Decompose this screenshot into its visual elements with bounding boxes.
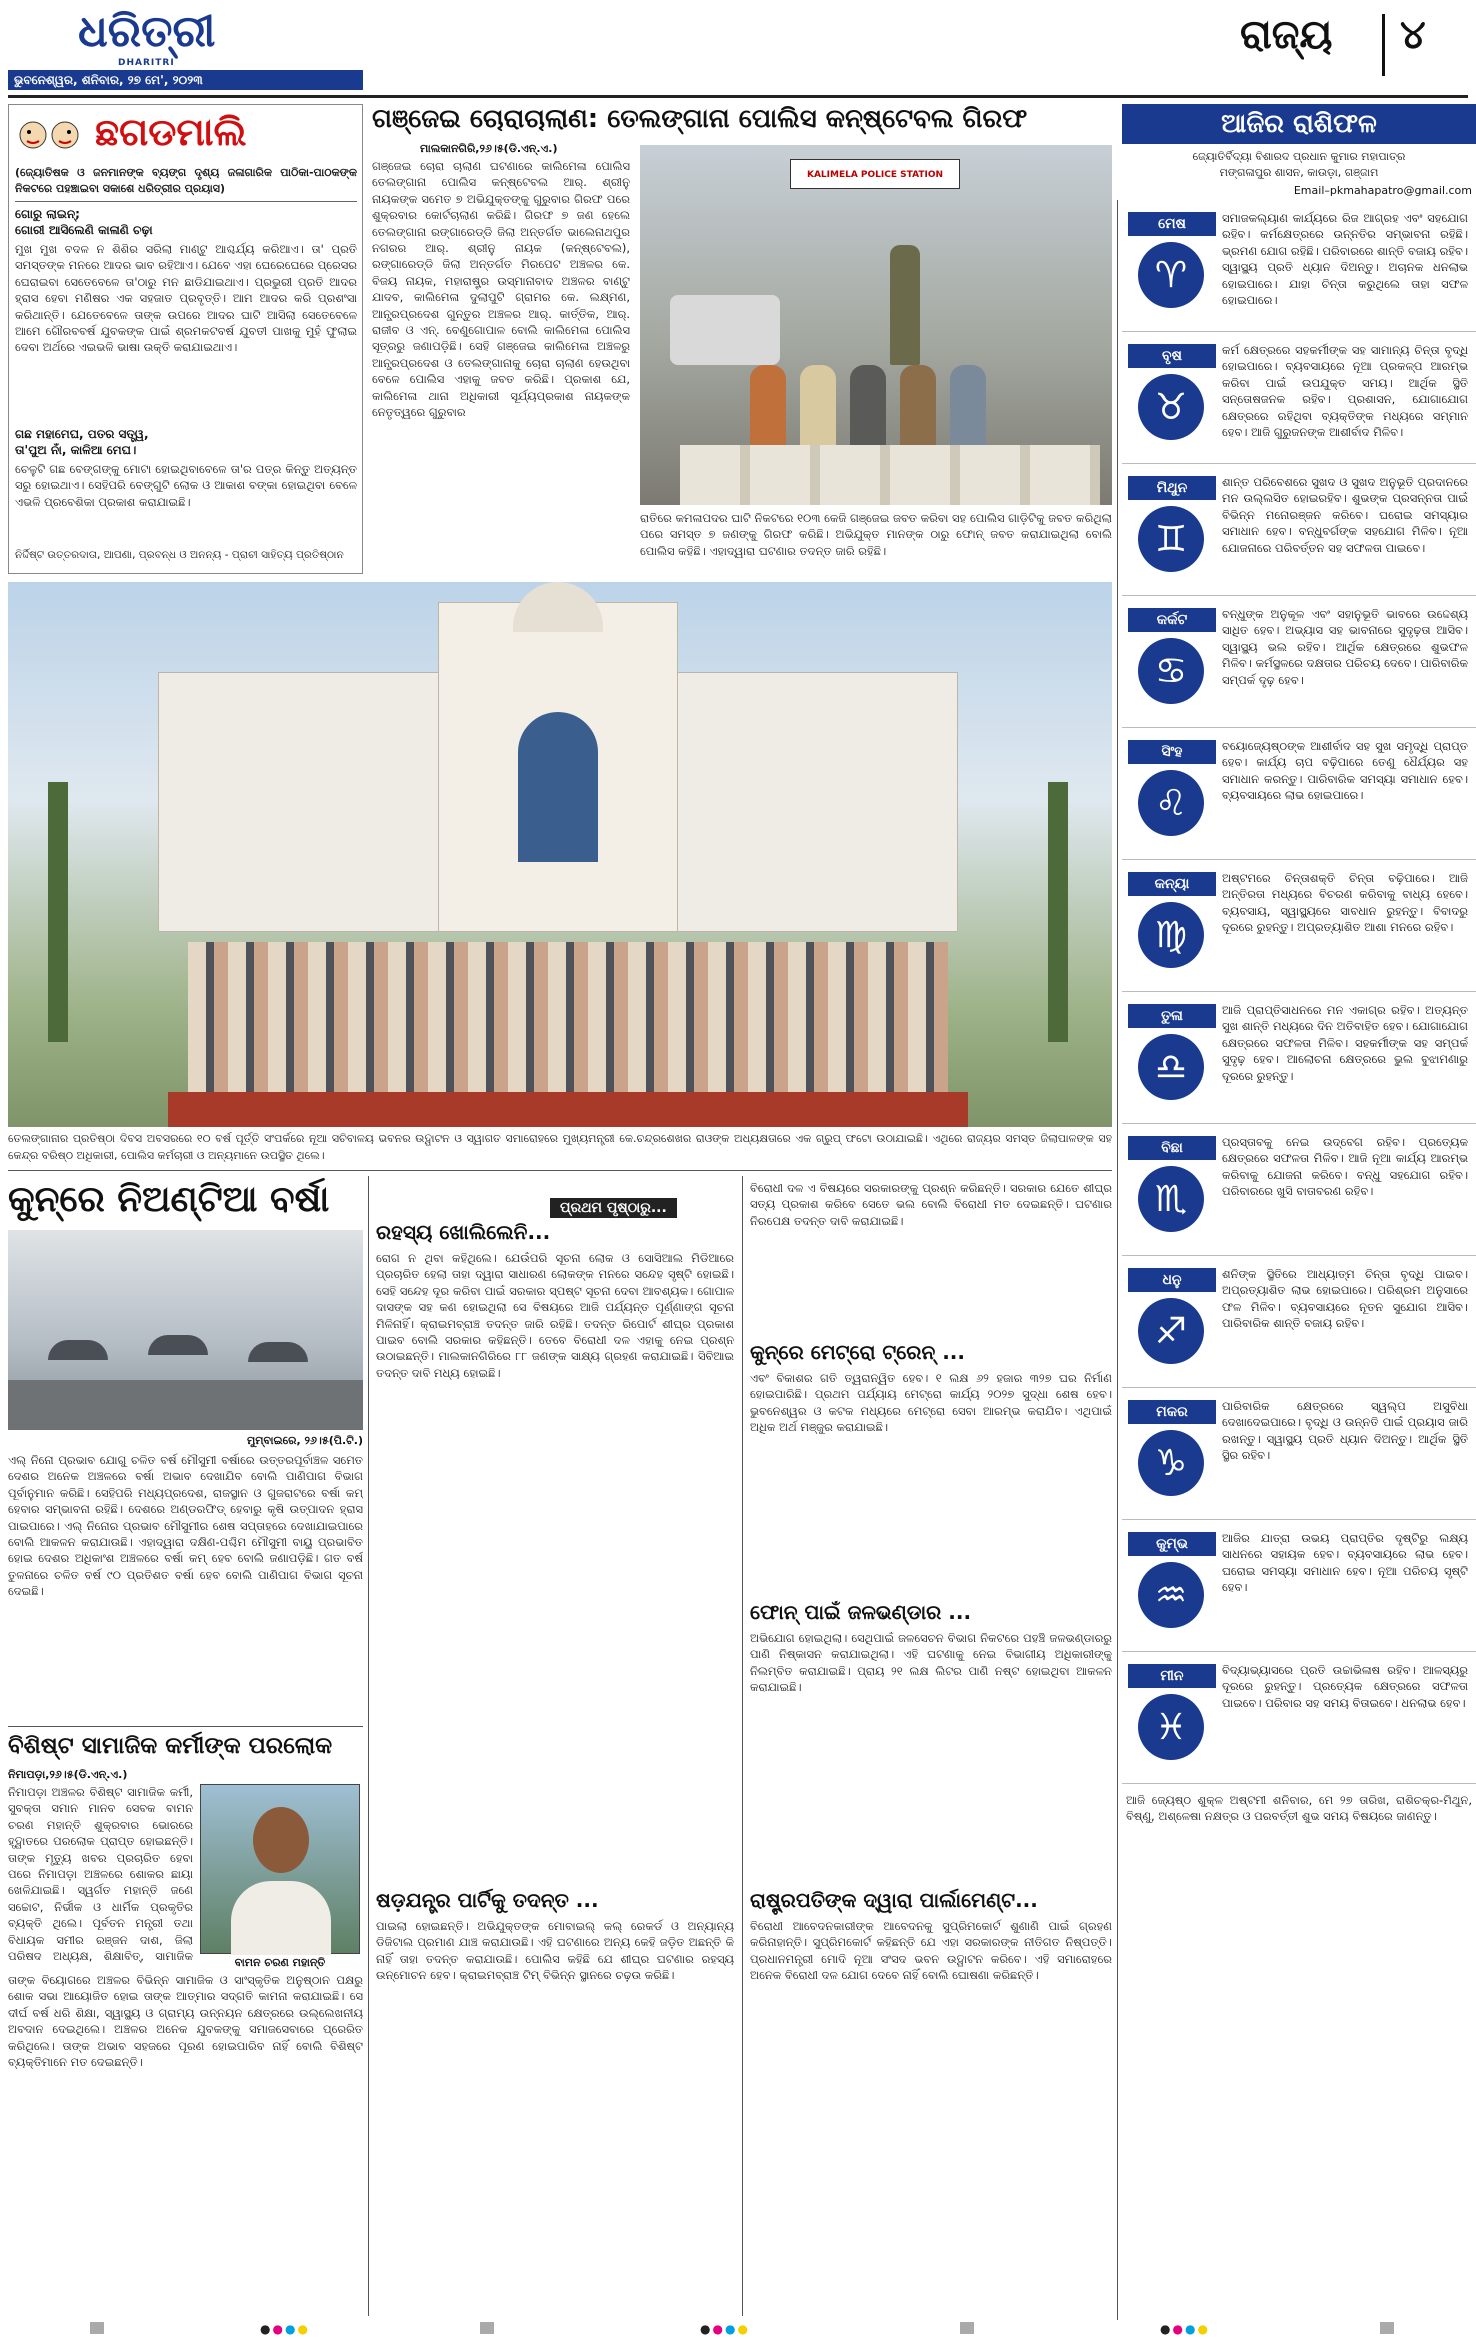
police-car	[670, 295, 780, 365]
sign-name: ଧନୁ	[1128, 1268, 1216, 1292]
rashi-header: ଆଜିର ରାଶିଫଳ	[1122, 104, 1476, 144]
policeman-figure	[890, 245, 920, 365]
rashi-sign-bichha	[1122, 1124, 1476, 1256]
continuation-tag: ପ୍ରଥମ ପୃଷ୍ଠାରୁ...	[550, 1198, 677, 1218]
sign-name: ମିଥୁନ	[1128, 476, 1216, 500]
palm-tree-right	[1048, 782, 1068, 1042]
rashi-address: ମଙ୍ଗଳାପୁର ଶାସନ, କାଉଡ଼ା, ଗଞ୍ଜାମ	[1219, 166, 1379, 179]
ganja-sacks	[680, 445, 1100, 505]
secretariat-photo	[8, 582, 1112, 1127]
rashi-sign-simha	[1122, 728, 1476, 860]
sign-name: ମେଷ	[1128, 212, 1216, 236]
color-dots: ●●●●	[700, 2322, 750, 2336]
libra-icon: ♎	[1138, 1034, 1204, 1100]
obit-headline: ବିଶିଷ୍ଟ ସାମାଜିକ କର୍ମୀଙ୍କ ପରଲୋକ	[8, 1733, 333, 1759]
column-divider	[368, 1176, 369, 2316]
cont-s3-head: କୁନ୍‌ରେ ମେଟ୍ରୋ ଟ୍ରେନ୍ ...	[750, 1340, 966, 1364]
caption-rule	[8, 1170, 1112, 1171]
color-dots: ●●●●	[260, 2322, 310, 2336]
rashi-sign-karkata	[1122, 596, 1476, 728]
column-item1-sub: ଗୋରୀ ଆସିଲେଣି କାଳାଣି ଚଢ଼ା	[15, 223, 153, 237]
accused-figure	[750, 365, 786, 455]
cartoon-icon	[15, 111, 85, 163]
column-title: ଛଗଡମାଲି	[95, 109, 247, 154]
masthead-logo: ଧରିତ୍ରୀ	[78, 6, 216, 57]
column-box	[8, 104, 363, 574]
register-mark	[1380, 2322, 1394, 2334]
sign-text: କର୍ମ କ୍ଷେତ୍ରରେ ସହକର୍ମୀଙ୍କ ସହ ସାମାନ୍ୟ ଚିନ୍ତା ବୃଦ୍ଧି ହୋଇପାରେ। ବ୍ୟବସାୟରେ ନୂଆ ପ୍ରକଳ୍ପ ଆରମ୍ଭ କରିବା ପାଇଁ ଉପଯୁକ୍ତ ସମୟ। ଆର୍ଥିକ ସ୍ଥିତି ସନ୍ତୋଷଜନକ ରହିବ। ପ୍ରଶାସନ, ଯୋଗାଯୋଗ କ୍ଷେତ୍ରରେ ରହିଥିବା ବ୍ୟକ୍ତିଙ୍କ ମଧ୍ୟରେ ସମ୍ମାନ ହେବ। ଆଜି ଗୁରୁଜନଙ୍କ ଆଶୀର୍ବାଦ ମିଳିବ।	[1222, 343, 1468, 440]
rain-headline: କୁନ୍‌ରେ ନିଅଣ୍ଟିଆ ବର୍ଷା	[8, 1179, 330, 1220]
obit-photo	[200, 1784, 360, 1954]
sign-name: କନ୍ୟା	[1128, 872, 1216, 896]
rashi-sign-mesha	[1122, 200, 1476, 332]
pisces-icon: ♓	[1138, 1694, 1204, 1760]
police-station-sign: KALIMELA POLICE STATION	[790, 159, 960, 189]
sign-text: ବନ୍ଧୁଙ୍କ ଅନୁକୂଳ ଏବଂ ସହାନୁଭୂତି ଭାବରେ ଉଦ୍ଦେଶ୍ୟ ସାଧିତ ହେବ। ଅଭ୍ୟାସ ସହ ଭାବନାରେ ସୁଦୃଢ଼ତା ଆସିବ। ସ୍ୱାସ୍ଥ୍ୟ ଭଲ ରହିବ। ଆର୍ଥିକ କ୍ଷେତ୍ରରେ ଶୁଭଫଳ ମିଳିବ। କର୍ମସ୍ଥଳରେ ଦକ୍ଷତାର ପରିଚୟ ଦେବେ। ପାରିବାରିକ ସମ୍ପର୍କ ଦୃଢ଼ ହେବ।	[1222, 607, 1468, 687]
sign-text: ପ୍ରସ୍ତାବକୁ ନେଇ ଉଦ୍ବେଗ ରହିବ। ପ୍ରତ୍ୟେକ କ୍ଷେତ୍ରରେ ସଫଳତା ମିଳିବ। ଆଜି ନୂଆ କାର୍ଯ୍ୟ ଆରମ୍ଭ କରିବାକୁ ଯୋଜନା କରିବେ। ବନ୍ଧୁ ସହଯୋଗ ରହିବ। ପରିବାରରେ ଖୁସି ବାତାବରଣ ରହିବ।	[1222, 1135, 1468, 1199]
masthead-logo-sub: DHARITRI	[118, 58, 175, 68]
palm-tree-left	[48, 782, 68, 1042]
sagittarius-icon: ♐	[1138, 1298, 1204, 1364]
sign-text: ଶନିଙ୍କ ସ୍ଥିତିରେ ଆଧ୍ୟାତ୍ମ ଚିନ୍ତା ବୃଦ୍ଧି ପାଇବ। ଅପ୍ରତ୍ୟାଶିତ ଲାଭ ହୋଇପାରେ। ପରିଶ୍ରମ ଅନୁସାରେ ଫଳ ମିଳିବ। ବ୍ୟବସାୟରେ ନୂତନ ସୁଯୋଗ ଆସିବ। ପାରିବାରିକ ଶାନ୍ତି ବଜାୟ ରହିବ।	[1222, 1267, 1468, 1331]
cont-s1-head: ରହସ୍ୟ ଖୋଲିଲେନି...	[376, 1220, 551, 1244]
section-divider	[1382, 14, 1385, 76]
sign-name: କର୍କଟ	[1128, 608, 1216, 632]
register-mark	[480, 2322, 494, 2334]
rashi-sign-makara	[1122, 1388, 1476, 1520]
virgo-icon: ♍	[1138, 902, 1204, 968]
sign-name: ସିଂହ	[1128, 740, 1216, 764]
column-divider	[742, 1176, 743, 2316]
sign-name: ମକର	[1128, 1400, 1216, 1424]
secretariat-window	[518, 712, 598, 862]
lead-col1: ଗଞ୍ଜେଇ ଚୋରା ଚାଲାଣ ଘଟଣାରେ କାଲିମେଳା ପୋଲିସ ତେଲଙ୍ଗାନା ପୋଲିସ କନ୍ଷ୍ଟେବଲ ଆର୍. ଶ୍ରୀନୁ ନାୟକଙ୍କ ସମେତ ୭ ଅଭିଯୁକ୍ତଙ୍କୁ ଗୁରୁବାର ଗିରଫ ପରେ ଶୁକ୍ରବାର କୋର୍ଟଚାଲାଣ କରିଛି। ଗିରଫ ୭ ଜଣ ହେଲେ ତେଲଙ୍ଗାନା ରଙ୍ଗାରେଡ୍ଡି ଜିଲା ଅନ୍ତର୍ଗତ ଭାଲେନାଥପୁର ନଗରର ଆର୍. ଶ୍ରୀନୁ ନାୟକ (କନ୍ଷ୍ଟେବଲ), ରଙ୍ଗାରେଡ୍ଡି ଜିଲା ଅନ୍ତର୍ଗତ ମିରପେଟ ଅଞ୍ଚଳର କେ. ବିଜୟ ନାୟକ, ମହାରାଷ୍ଟ୍ର ଉସ୍ମାନାବାଦ ଅଞ୍ଚଳର ବାଣ୍ଟୁ ଯାଦବ, କାଲିମେଳା ଦୁଲାପୁଟି ଗ୍ରାମର କେ. ଲକ୍ଷ୍ମଣ, ଆନ୍ଧ୍ରପ୍ରଦେଶ ଗୁନ୍ତୁର ଅଞ୍ଚଳର ଆର୍. କାର୍ତ୍ତିକ, ଆର୍. ରାଜୀବ ଓ ଏନ୍. ବେଣୁଗୋପାଳ ବୋଲି କାଲିମେଳା ପୋଲିସ ସୂତ୍ରରୁ ଜଣାପଡ଼ିଛି। ସେହି ଗଞ୍ଜେଇ କାଲିମେଳା ଅଞ୍ଚଳରୁ ଆନ୍ଧ୍ରପ୍ରଦେଶ ଓ ତେଲଙ୍ଗାନାକୁ ଚୋରା ଚାଲାଣ ହେଉଥିବା ବେଳେ ପୋଲିସ ଏହାକୁ ଜବତ କରିଛି। ପ୍ରକାଶ ଯେ, କାଲିମେଳା ଥାନା ଅଧିକାରୀ ସୂର୍ଯ୍ୟପ୍ରକାଶ ନାୟକଙ୍କ ନେତୃତ୍ୱରେ ଗୁରୁବାର	[372, 159, 630, 420]
register-mark	[960, 2322, 974, 2334]
accused-figure	[900, 365, 936, 455]
sign-text: ଶାନ୍ତ ପରିବେଶରେ ସୁଖଦ ଓ ସୁଖଦ ଅନୁଭୂତି ପ୍ରଦାନରେ ମନ ଉଲ୍ଲସିତ ହୋଇରହିବ। ଶୁଭଙ୍କ ପ୍ରସନ୍ନତା ପାଇଁ ବିଭିନ୍ନ ମନୋରଞ୍ଜନ କରିବେ। ଘରୋଇ ସମସ୍ୟାର ସମାଧାନ ହେବ। ବନ୍ଧୁବର୍ଗଙ୍କ ସହଯୋଗ ମିଳିବ। ନୂଆ ଯୋଜନାରେ ପରିବର୍ତ୍ତନ ସହ ସଫଳତା ପାଇବେ।	[1222, 475, 1468, 555]
secretariat-dome	[513, 582, 603, 632]
lead-photo	[640, 145, 1112, 505]
obit-photo-caption: ବାମନ ଚରଣ ମହାନ୍ତି	[234, 1956, 326, 1969]
rashi-footer: ଆଜି ଜ୍ୟେଷ୍ଠ ଶୁକ୍ଳ ଅଷ୍ଟମୀ ଶନିବାର, ମେ ୨୭ ତାରିଖ, ରାଶିଚକ୍ର-ମିଥୁନ, ବିଷ୍ଣୁ, ଅଶ୍ଳେଷା ନକ୍ଷତ୍ର ଓ ପରବର୍ତ୍ତୀ ଶୁଭ ସମୟ ବିଷୟରେ ଜାଣନ୍ତୁ।	[1126, 1793, 1472, 1824]
capricorn-icon: ♑	[1138, 1430, 1204, 1496]
beach	[8, 1380, 363, 1430]
cont-s5-body: ବିରୋଧୀ ଆବେଦନକାରୀଙ୍କ ଆବେଦନକୁ ସୁପ୍ରିମକୋର୍ଟ ଶୁଣାଣି ପାଇଁ ଗ୍ରହଣ କରିନାହାନ୍ତି। ସୁପ୍ରିମକୋର୍ଟ କହିଛନ୍ତି ଯେ ଏହା ସରକାରଙ୍କ ନୀତିଗତ ନିଷ୍ପତ୍ତି। ପ୍ରଧାନମନ୍ତ୍ରୀ ମୋଦି ନୂଆ ସଂସଦ ଭବନ ଉଦ୍ଘାଟନ କରିବେ। ଏହି ସମାରୋହରେ ଅନେକ ବିରୋଧୀ ଦଳ ଯୋଗ ଦେବେ ନାହିଁ ବୋଲି ଘୋଷଣା କରିଛନ୍ତି।	[750, 1919, 1112, 1983]
gemini-icon: ♊	[1138, 506, 1204, 572]
sign-name: ମୀନ	[1128, 1664, 1216, 1688]
rashi-astrologer: ଜ୍ୟୋତିର୍ବିଦ୍ୟା ବିଶାରଦ ପ୍ରଧାନ କୁମାର ମହାପାତ୍ର	[1192, 150, 1406, 163]
column-item2-body: ଚେଳୁଟି ଗଛ ବେଙ୍ଗଙ୍କୁ ମୋଟା ହୋଇଥିବାବେଳେ ତା'ର ପତ୍ର କିନ୍ତୁ ଅତ୍ୟନ୍ତ ସରୁ ହୋଇଥାଏ। ସେହିପରି ବେଙ୍ଗୁଟି ଲୋକ ଓ ଆକାଶ ବଙ୍କା ହୋଇଥିବା ବେଳେ ଏଭଳି ପ୍ରବେଶିକା ପ୍ରକାଶ କରାଯାଇଛି।	[15, 462, 357, 509]
dateline-bar: ଭୁବନେଶ୍ୱର, ଶନିବାର, ୨୭ ମେ', ୨୦୨୩	[8, 70, 363, 90]
sign-text: ଆଜି ପ୍ରାପ୍ତିସାଧନରେ ମନ ଏକାଗ୍ର ରହିବ। ଅତ୍ୟନ୍ତ ସୁଖ ଶାନ୍ତି ମଧ୍ୟରେ ଦିନ ଅତିବାହିତ ହେବ। ଯୋଗାଯୋଗ କ୍ଷେତ୍ରରେ ସଫଳତା ମିଳିବ। ସହକର୍ମୀଙ୍କ ସହ ସମ୍ପର୍କ ସୁଦୃଢ଼ ହେବ। ଆଲୋଚନା କ୍ଷେତ୍ରରେ ଭୁଲ ବୁଝାମଣାରୁ ଦୂରରେ ରୁହନ୍ତୁ।	[1222, 1003, 1468, 1083]
lead-dateline: ମାଲକାନଗିରି,୨୬।୫(ଡି.ଏନ୍.ଏ.)	[420, 142, 558, 155]
cont-s3-body: ଏବଂ ବିକାଶର ଗତି ତ୍ୱରାନ୍ୱିତ ହେବ। ୧ ଲକ୍ଷ ୬୨ ହଜାର ୩୨୭ ଘର ନିର୍ମାଣ ହୋଇପାରିଛି। ପ୍ରଥମ ପର୍ଯ୍ୟାୟ ମେଟ୍ରୋ କାର୍ଯ୍ୟ ୨୦୨୭ ସୁଦ୍ଧା ଶେଷ ହେବ। ଭୁବନେଶ୍ୱର ଓ କଟକ ମଧ୍ୟରେ ମେଟ୍ରୋ ସେବା ଆରମ୍ଭ କରାଯିବ। ଏଥିପାଇଁ ଅଧିକ ଅର୍ଥ ମଞ୍ଜୁର କରାଯାଇଛି।	[750, 1371, 1112, 1435]
secretariat-photo-caption: ତେଲଙ୍ଗାନାର ପ୍ରତିଷ୍ଠା ଦିବସ ଅବସରରେ ୧୦ ବର୍ଷ ପୂର୍ତ୍ତି ସଂପର୍କରେ ନୂଆ ସଚିବାଳୟ ଭବନର ଉଦ୍ଘାଟନ ଓ ସ୍ୱାଗତ ସମାରୋହରେ ମୁଖ୍ୟମନ୍ତ୍ରୀ କେ.ଚନ୍ଦ୍ରଶେଖର ରାଓଙ୍କ ଅଧ୍ୟକ୍ଷତାରେ ଏକ ଗ୍ରୁପ୍ ଫଟୋ ଉଠାଯାଇଛି। ଏଥିରେ ରାଜ୍ୟର ସମସ୍ତ ଜିଲାପାଳଙ୍କ ସହ କେନ୍ଦ୍ର ବରିଷ୍ଠ ଅଧିକାରୀ, ପୋଲିସ କର୍ମଚାରୀ ଓ ଅନ୍ୟମାନେ ଉପସ୍ଥିତ ଥିଲେ।	[8, 1132, 1112, 1162]
cont-s2-head: ଷଡ଼ଯନ୍ତ୍ର ପାର୍ଟିକୁ ତଦନ୍ତ ...	[376, 1888, 599, 1912]
column-credit: ନିର୍ଦ୍ଦିଷ୍ଟ ଉତ୍ତରଦାତା, ଆପଣା, ପ୍ରବନ୍ଧ ଓ ଅନନ୍ୟ - ପ୍ରାଚୀ ସାହିତ୍ୟ ପ୍ରତିଷ୍ଠାନ	[15, 549, 344, 561]
column-intro-rule	[15, 201, 357, 202]
lead-col2: ରାତିରେ କମଳାପଦର ଘାଟି ନିକଟରେ ୧୦୩ କେଜି ଗଞ୍ଜେଇ ଜବତ କରିବା ସହ ପୋଲିସ ଗାଡ଼ିଟିକୁ ଜବତ କରିଥିଲା ପରେ ସମସ୍ତ ୭ ଜଣଙ୍କୁ ଗିରଫ କରିଛି। ଅଭିଯୁକ୍ତ ମାନଙ୍କ ଠାରୁ ଫୋନ୍ ଜବତ କରାଯାଇଥିଲା ବୋଲି ପୋଲିସ କହିଛି। ଏହାଦ୍ୱାରା ଘଟଣାର ତଦନ୍ତ ଜାରି ରହିଛି।	[640, 511, 1112, 558]
accused-figure	[850, 365, 886, 455]
column-item1-head: ଗୋରୁ ଲାଇନ୍;	[15, 207, 80, 221]
accused-row	[750, 365, 1070, 455]
scorpio-icon: ♏	[1138, 1166, 1204, 1232]
cont-s1-body: ରୋଗ ନ ଥିବା କହିଥିଲେ। ଯେଉଁପରି ସୂଚନା ଲୋକ ଓ ସୋସିଆଲ ମିଡିଆରେ ପ୍ରଚାରିତ ହେଲା ତାହା ଦ୍ୱାରା ସାଧାରଣ ଲୋକଙ୍କ ମନରେ ସନ୍ଦେହ ସୃଷ୍ଟି ହୋଇଛି। ସେହି ସନ୍ଦେହ ଦୂର କରିବା ପାଇଁ ସରକାର ସ୍ପଷ୍ଟ ସୂଚନା ଦେବା ଆବଶ୍ୟକ। ଗୋପାଳ ଦାସଙ୍କ ସହ କଣ ହୋଇଥିଲା ସେ ବିଷୟରେ ଆଜି ପର୍ଯ୍ୟନ୍ତ ପୂର୍ଣ୍ଣାଙ୍ଗ ସୂଚନା ମିଳିନାହିଁ। କ୍ରାଇମବ୍ରାଞ୍ଚ ତଦନ୍ତ ଜାରି ରହିଛି। ତଦନ୍ତ ରିପୋର୍ଟ ଶୀଘ୍ର ପ୍ରକାଶ ପାଇବ ବୋଲି ସରକାର କହିଛନ୍ତି। ତେବେ ବିରୋଧୀ ଦଳ ଏହାକୁ ନେଇ ପ୍ରଶ୍ନ ଉଠାଇଛନ୍ତି। ମାଲକାନଗିରିରେ ୮୮ ଜଣଙ୍କ ସାକ୍ଷ୍ୟ ଗ୍ରହଣ କରାଯାଇଛି। ସିବିଆଇ ତଦନ୍ତ ଦାବି ମଧ୍ୟ ହୋଇଛି।	[376, 1251, 734, 1380]
cont-s5-head: ରାଷ୍ଟ୍ରପତିଙ୍କ ଦ୍ୱାରା ପାର୍ଲାମେଣ୍ଟ...	[750, 1888, 1038, 1912]
rashi-sign-mithuna	[1122, 464, 1476, 596]
page-number: ୪	[1400, 12, 1426, 58]
masthead	[0, 0, 1476, 95]
sign-name: ବୃଷ	[1128, 344, 1216, 368]
obit-portrait-body	[231, 1881, 331, 1955]
rain-body: ଏଲ୍ ନିନୋ ପ୍ରଭାବ ଯୋଗୁ ଚଳିତ ବର୍ଷ ମୌସୁମୀ ବର୍ଷାରେ ଉତ୍ତରପୂର୍ବାଞ୍ଚଳ ସମେତ ଦେଶର ଅନେକ ଅଞ୍ଚଳରେ ବର୍ଷା ଅଭାବ ଦେଖାଯିବ ବୋଲି ପାଣିପାଗ ବିଭାଗ ପୂର୍ବାନୁମାନ କରିଛି। ସେହିପରି ମଧ୍ୟପ୍ରଦେଶ, ରାଜସ୍ଥାନ ଓ ଗୁଜରାଟରେ ବର୍ଷା କମ୍ ହେବାର ସମ୍ଭାବନା ରହିଛି। ଦେଶରେ ଅଣ୍ଡରଫିଡ୍ ହେବାରୁ କୃଷି ଉତ୍ପାଦନ ହ୍ରାସ ପାଇପାରେ। ଏଲ୍ ନିନୋର ପ୍ରଭାବ ମୌସୁମୀର ଶେଷ ସପ୍ତାହରେ ଦେଖାଯାଇପାରେ ବୋଲି ଆକଳନ କରାଯାଉଛି। ଏହାଦ୍ୱାରା ଦକ୍ଷିଣ-ପଶ୍ଚିମ ମୌସୁମୀ ବାୟୁ ପ୍ରଭାବିତ ହୋଇ ଦେଶର ଅଧିକାଂଶ ଅଞ୍ଚଳରେ ବର୍ଷା କମ୍ ହେବ ବୋଲି ଜଣାପଡ଼ିଛି। ଗତ ବର୍ଷ ତୁଳନାରେ ଚଳିତ ବର୍ଷ ୯୦ ପ୍ରତିଶତ ବର୍ଷା ହେବ ବୋଲି ପାଣିପାଗ ବିଭାଗ ସୂଚନା ଦେଇଛି।	[8, 1453, 363, 1599]
rashi-sign-vrusha	[1122, 332, 1476, 464]
group-photo-crowd	[188, 942, 948, 1112]
accused-figure	[800, 365, 836, 455]
sign-name: ବିଛା	[1128, 1136, 1216, 1160]
rashi-sign-kumbha	[1122, 1520, 1476, 1652]
taurus-icon: ♉	[1138, 374, 1204, 440]
obit-rule	[8, 1726, 363, 1727]
register-mark	[90, 2322, 104, 2334]
column-item2-head: ଗଛ ମହାମେଘ, ପତର ସତ୍ତ୍ୱ,	[15, 427, 149, 441]
umbrella-figure	[48, 1340, 108, 1360]
sign-name: ତୁଳା	[1128, 1004, 1216, 1028]
obit-portrait-head	[253, 1807, 309, 1873]
umbrella-figure	[248, 1342, 308, 1362]
aquarius-icon: ♒	[1138, 1562, 1204, 1628]
rain-photo-caption: ମୁମ୍ବାଇରେ, ୨୬।୫(ପି.ଟି.)	[247, 1434, 363, 1447]
sign-text: ପାରିବାରିକ କ୍ଷେତ୍ରରେ ସ୍ୱଲ୍ପ ଅସୁବିଧା ଦେଖାଦେଇପାରେ। ବୃଦ୍ଧି ଓ ଉନ୍ନତି ପାଇଁ ପ୍ରୟାସ ଜାରି ରଖନ୍ତୁ। ସ୍ୱାସ୍ଥ୍ୟ ପ୍ରତି ଧ୍ୟାନ ଦିଅନ୍ତୁ। ଆର୍ଥିକ ସ୍ଥିତି ସ୍ଥିର ରହିବ।	[1222, 1399, 1468, 1463]
rashi-sign-dhanu	[1122, 1256, 1476, 1388]
aries-icon: ♈	[1138, 242, 1204, 308]
column-item1-body: ମୁଖ ମୁଖ ବଦଳ ନ ଶିଶିର ସରିଲା ମାଣ୍ଟୁ ଆଶ୍ଚର୍ଯ୍ୟ କରିଆଏ। ତା' ପ୍ରତି ସମସ୍ତଙ୍କ ମନରେ ଆଦର ଭାବ ରହିଆଏ। ଯେବେ ଏହା ଘେରେଘେରେ ପ୍ରେସର ଘେରାଇବା ସେତେବେଳେ ତା'ଠାରୁ ମନ ଛାଡିଯାଇଥାଏ। ପ୍ରଭୁରୀ ପ୍ରତି ଆଦର ହ୍ରାସ ହେବା ମଣିଷର ଏକ ସହଜାତ ପ୍ରବୃତ୍ତି। ଆମ ଆଦର କରି ପ୍ରଶଂସା କରିଥାନ୍ତି। ଯେତେବେଳେ ତାଙ୍କ ଉପରେ ଆଦର ଘାଟି ଆସିଲା ସେତେବେଳେ ଆମେ ଗୌରବବର୍ଷ ଯୁବକଙ୍କ ପାଇଁ ଶ୍ରମକଟବର୍ଷ ଯୁବତୀ ପାଖକୁ ମୁହଁ ଫୁଲାଇ ଦେବା ଅର୍ଥରେ ଏଇଭଳି ଭାଷା ଉକ୍ତି କରାଯାଇଥାଏ।	[15, 242, 357, 355]
cont-s1-tail: ବିରୋଧୀ ଦଳ ଏ ବିଷୟରେ ସରକାରଙ୍କୁ ପ୍ରଶ୍ନ କରିଛନ୍ତି। ସରକାର ଯେତେ ଶୀଘ୍ର ସତ୍ୟ ପ୍ରକାଶ କରିବେ ସେତେ ଭଲ ବୋଲି ବିରୋଧୀ ମତ ଦେଇଛନ୍ତି। ଘଟଣାର ନିରପେକ୍ଷ ତଦନ୍ତ ଦାବି କରାଯାଇଛି।	[750, 1181, 1112, 1228]
cont-s4-body: ଅଭିଯୋଗ ହୋଇଥିଲା। ସେଥିପାଇଁ ଜଳସେଚନ ବିଭାଗ ନିକଟରେ ପହଞ୍ଚି ଜଳଭଣ୍ଡାରରୁ ପାଣି ନିଷ୍କାସନ କରାଯାଇଥିଲା। ଏହି ଘଟଣାକୁ ନେଇ ବିଭାଗୀୟ ଅଧିକାରୀଙ୍କୁ ନିଲମ୍ବିତ କରାଯାଇଛି। ପ୍ରାୟ ୨୧ ଲକ୍ଷ ଲିଟର ପାଣି ନଷ୍ଟ ହୋଇଥିବା ଆକଳନ କରାଯାଇଛି।	[750, 1631, 1112, 1695]
cont-s4-head: ଫୋନ୍ ପାଇଁ ଜଳଭଣ୍ଡାର ...	[750, 1600, 972, 1624]
rashi-sign-kanya	[1122, 860, 1476, 992]
sign-text: ବିଦ୍ୟାଭ୍ୟାସରେ ପ୍ରତି ଉଚ୍ଚାଭିଳାଷ ରହିବ। ଆଳସ୍ୟରୁ ଦୂରରେ ରୁହନ୍ତୁ। ପ୍ରତ୍ୟେକ କ୍ଷେତ୍ରରେ ସଫଳତା ପାଇବେ। ପରିବାର ସହ ସମୟ ବିତାଇବେ। ଧନଲାଭ ହେବ।	[1222, 1663, 1468, 1710]
sign-text: ବୟୋଜ୍ୟେଷ୍ଠଙ୍କ ଆଶୀର୍ବାଦ ସହ ସୁଖ ସମୃଦ୍ଧି ପ୍ରାପ୍ତ ହେବ। କାର୍ଯ୍ୟ ଚାପ ବଢ଼ିପାରେ ତେଣୁ ଧୈର୍ଯ୍ୟର ସହ ସମାଧାନ କରନ୍ତୁ। ପାରିବାରିକ ସମସ୍ୟା ସମାଧାନ ହେବ। ବ୍ୟବସାୟରେ ଲାଭ ହୋଇପାରେ।	[1222, 739, 1468, 803]
rashi-sign-tula	[1122, 992, 1476, 1124]
register-marks	[0, 2318, 1476, 2339]
obit-dateline: ନିମାପଡ଼ା,୨୬।୫(ଡି.ଏନ୍.ଏ.)	[8, 1768, 128, 1781]
lead-headline: ଗଞ୍ଜେଇ ଚୋରାଚାଲାଣ: ତେଲଙ୍ଗାନା ପୋଲିସ କନ୍ଷ୍ଟେବଲ ଗିରଫ	[372, 104, 1028, 134]
sign-name: କୁମ୍ଭ	[1128, 1532, 1216, 1556]
column-item2-sub: ତା'ପୁଅ ନାଁ, କାଳିଆ ମେଘ।	[15, 443, 137, 457]
masthead-rule	[8, 95, 1468, 98]
color-dots: ●●●●	[1160, 2322, 1210, 2336]
sign-text: ସମାଜକଲ୍ୟାଣ କାର୍ଯ୍ୟରେ ରିଜ ଆଗ୍ରହ ଏବଂ ସହଯୋଗ ରହିବ। କର୍ମକ୍ଷେତ୍ରରେ ଉନ୍ନତିର ସମ୍ଭାବନା ରହିଛି। ଭ୍ରମଣ ଯୋଗ ରହିଛି। ପରିବାରରେ ଶାନ୍ତି ବଜାୟ ରହିବ। ସ୍ୱାସ୍ଥ୍ୟ ପ୍ରତି ଧ୍ୟାନ ଦିଅନ୍ତୁ। ଅଚାନକ ଧନଲାଭ ହୋଇପାରେ। ଯାହା ଚିନ୍ତା କରୁଥିଲେ ତାହା ସଫଳ ହୋଇପାରେ।	[1222, 211, 1468, 308]
section-name: ରାଜ୍ୟ	[1240, 12, 1333, 58]
obit-body: ନିମାପଡ଼ା ଅଞ୍ଚଳର ବିଶିଷ୍ଟ ସାମାଜିକ କର୍ମୀ, ସୁବକ୍ତା ସମାନ ମାନବ ସେବକ ବାମନ ଚରଣ ମହାନ୍ତି ଶୁକ୍ରବାର ଭୋରରେ ହୃଦ୍ଘାତରେ ପରଲୋକ ପ୍ରାପ୍ତ ହୋଇଛନ୍ତି। ତାଙ୍କ ମୃତ୍ୟୁ ଖବର ପ୍ରଚାରିତ ହେବା ପରେ ନିମାପଡ଼ା ଅଞ୍ଚଳରେ ଶୋକର ଛାୟା ଖେଳିଯାଇଛି। ସ୍ୱର୍ଗତ ମହାନ୍ତି ଜଣେ ସଚ୍ଚୋଟ, ନିର୍ଭୀକ ଓ ଧାର୍ମିକ ପ୍ରକୃତିର ବ୍ୟକ୍ତି ଥିଲେ। ପୂର୍ବତନ ମନ୍ତ୍ରୀ ତଥା ବିଧାୟକ ସମୀର ରଞ୍ଜନ ଦାଶ, ଜିଲା ପରିଷଦ ଅଧ୍ୟକ୍ଷ, ଶିକ୍ଷାବିତ୍, ସାମାଜିକ	[8, 1785, 193, 1964]
rashi-email: Email–pkmahapatro@gmail.com	[1293, 184, 1472, 197]
accused-figure	[950, 365, 986, 455]
cancer-icon: ♋	[1138, 638, 1204, 704]
obit-body-cont: ତାଙ୍କ ବିୟୋଗରେ ଅଞ୍ଚଳର ବିଭିନ୍ନ ସାମାଜିକ ଓ ସାଂସ୍କୃତିକ ଅନୁଷ୍ଠାନ ପକ୍ଷରୁ ଶୋକ ସଭା ଆୟୋଜିତ ହୋଇ ତାଙ୍କ ଆତ୍ମାର ସଦ୍ଗତି କାମନା କରାଯାଇଛି। ସେ ଦୀର୍ଘ ବର୍ଷ ଧରି ଶିକ୍ଷା, ସ୍ୱାସ୍ଥ୍ୟ ଓ ଗ୍ରାମ୍ୟ ଉନ୍ନୟନ କ୍ଷେତ୍ରରେ ଉଲ୍ଲେଖନୀୟ ଅବଦାନ ଦେଇଥିଲେ। ଅଞ୍ଚଳର ଅନେକ ଯୁବକଙ୍କୁ ସମାଜସେବାରେ ପ୍ରେରିତ କରିଥିଲେ। ତାଙ୍କ ଅଭାବ ସହଜରେ ପୂରଣ ହୋଇପାରିବ ନାହିଁ ବୋଲି ବିଶିଷ୍ଟ ବ୍ୟକ୍ତିମାନେ ମତ ଦେଇଛନ୍ତି।	[8, 1973, 363, 2070]
rashi-sign-meena	[1122, 1652, 1476, 1784]
sign-text: ଅଷ୍ଟମରେ ଚିନ୍ତାଶକ୍ତି ଚିନ୍ତା ବଢ଼ିପାରେ। ଆଜି ଅନ୍ତିରତା ମଧ୍ୟରେ ବିଚରଣ କରିବାକୁ ବାଧ୍ୟ ହେବେ। ବ୍ୟବସାୟ, ସ୍ୱାସ୍ଥ୍ୟରେ ସାବଧାନ ରୁହନ୍ତୁ। ବିବାଦରୁ ଦୂରରେ ରୁହନ୍ତୁ। ଅପ୍ରତ୍ୟାଶିତ ଆଶା ମନରେ ରହିବ।	[1222, 871, 1468, 935]
column-divider	[1117, 200, 1118, 2320]
rain-photo	[8, 1230, 363, 1430]
sign-text: ଆଜିର ଯାତ୍ରା ଉଭୟ ପ୍ରାପ୍ତିର ଦୃଷ୍ଟିରୁ ଲକ୍ଷ୍ୟ ସାଧନରେ ସହାୟକ ହେବ। ବ୍ୟବସାୟରେ ଲାଭ ହେବ। ଘରୋଇ ସମସ୍ୟା ସମାଧାନ ହେବ। ନୂଆ ପରିଚୟ ସୃଷ୍ଟି ହେବ।	[1222, 1531, 1468, 1595]
cont-s2-body: ପାଇଲା ହୋଇଛନ୍ତି। ଅଭିଯୁକ୍ତଙ୍କ ମୋବାଇଲ୍ କଲ୍ ରେକର୍ଡ ଓ ଅନ୍ୟାନ୍ୟ ଡିଜିଟାଲ ପ୍ରମାଣ ଯାଞ୍ଚ କରାଯାଉଛି। ଏହି ଘଟଣାରେ ଅନ୍ୟ କେହି ଜଡ଼ିତ ଅଛନ୍ତି କି ନାହିଁ ତାହା ତଦନ୍ତ କରାଯାଉଛି। ପୋଲିସ କହିଛି ଯେ ଶୀଘ୍ର ଘଟଣାର ରହସ୍ୟ ଉନ୍ମୋଚନ ହେବ। କ୍ରାଇମବ୍ରାଞ୍ଚ ଟିମ୍ ବିଭିନ୍ନ ସ୍ଥାନରେ ଚଢ଼ଉ କରିଛି।	[376, 1919, 734, 1983]
umbrella-figure	[148, 1335, 208, 1355]
leo-icon: ♌	[1138, 770, 1204, 836]
red-carpet	[168, 1092, 968, 1127]
column-intro: (ଜ୍ୟୋତିଷକ ଓ ଜନମାନଙ୍କ ବ୍ୟଙ୍ଗ ଦୃଶ୍ୟ ଜଳାଗାରିକ ପାଠିକା-ପାଠକଙ୍କ ନିକଟରେ ପହଞ୍ଚାଇବା ସକାଶେ ଧରିତ୍ରୀର ପ୍ରୟାସ)	[15, 166, 357, 195]
